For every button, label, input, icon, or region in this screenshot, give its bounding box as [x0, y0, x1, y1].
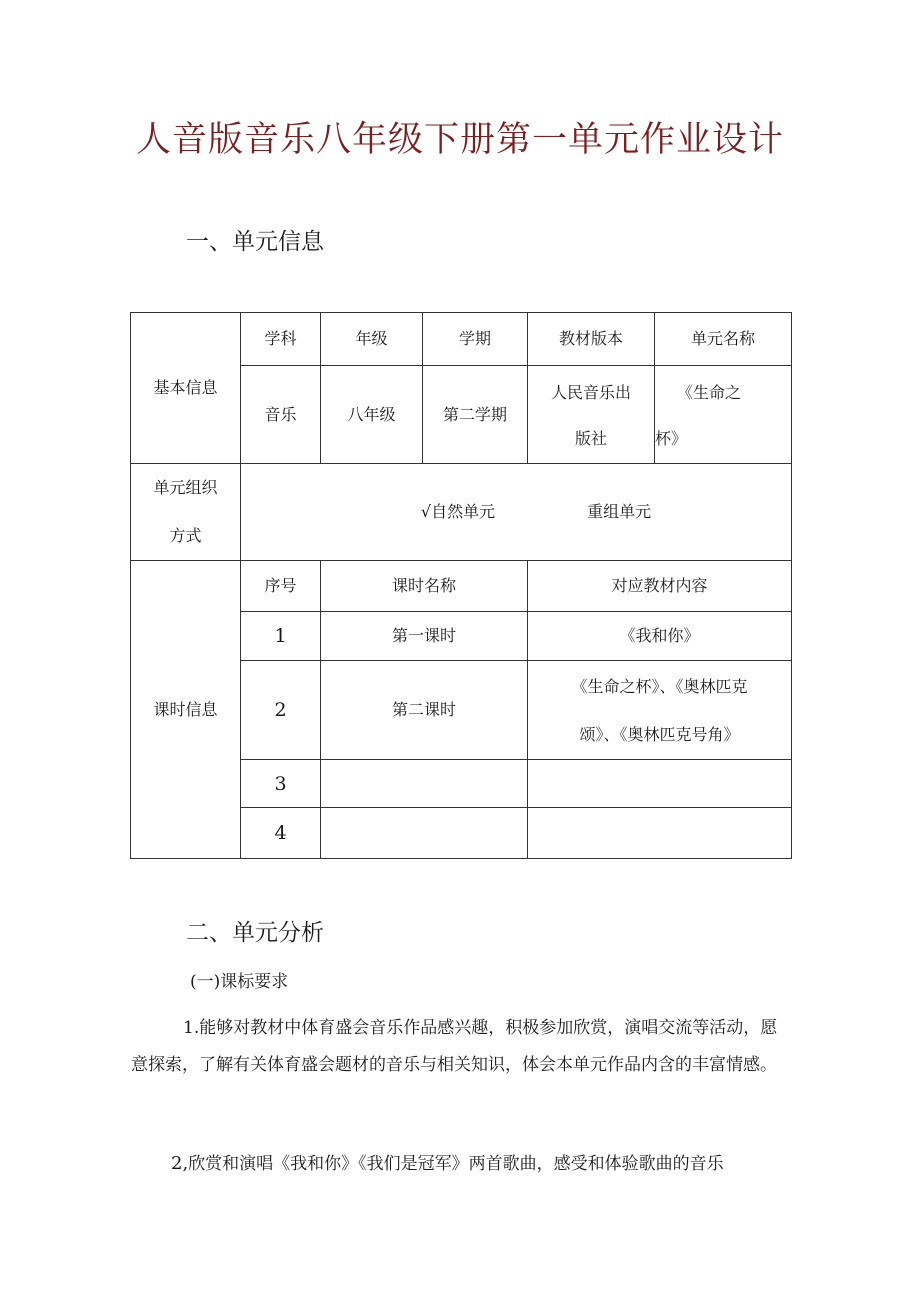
lesson-name	[321, 760, 528, 808]
lesson-content: 《我和你》	[528, 612, 792, 661]
header-term: 学期	[423, 313, 528, 366]
value-subject: 音乐	[241, 366, 321, 464]
lesson-content-line2: 颂》、《奥林匹克号角》	[579, 725, 740, 744]
lesson-content	[528, 760, 792, 808]
lesson-name: 第一课时	[321, 612, 528, 661]
lesson-info-label: 课时信息	[131, 561, 241, 859]
subheading-curriculum: (一)课标要求	[190, 972, 289, 992]
value-unit-name	[655, 366, 792, 464]
org-options	[241, 464, 792, 561]
header-lesson-content: 对应教材内容	[528, 561, 792, 612]
header-edition: 教材版本	[528, 313, 655, 366]
lesson-name	[321, 808, 528, 859]
paragraph-2	[131, 1145, 793, 1183]
value-edition	[528, 366, 655, 464]
org-label	[131, 464, 241, 561]
document-title: 人音版音乐八年级下册第一单元作业设计	[135, 120, 784, 160]
header-unit-name: 单元名称	[655, 313, 792, 366]
lesson-no: 1	[241, 612, 321, 661]
org-label-line2: 方式	[169, 526, 202, 545]
lesson-no: 3	[241, 760, 321, 808]
paragraph-2-text: 欣赏和演唱《我和你》《我们是冠军》两首歌曲，感受和体验歌曲的音乐	[188, 1154, 724, 1174]
lesson-name: 第二课时	[321, 661, 528, 760]
paragraph-2-number: 2,	[171, 1153, 189, 1174]
paragraph-1-number: 1.	[183, 1018, 200, 1038]
paragraph-1-text: 能够对教材中体育盛会音乐作品感兴趣，积极参加欣赏，演唱交流等活动，愿意探索，了解有关体育盛会题材的音乐与相关知识，体会本单元作品内含的丰富情感。	[131, 1018, 778, 1075]
basic-info-label: 基本信息	[131, 313, 241, 464]
org-option-regroup: 重组单元	[587, 502, 652, 521]
lesson-content	[528, 661, 792, 760]
org-label-line1: 单元组织	[153, 478, 218, 497]
value-grade: 八年级	[321, 366, 423, 464]
lesson-no: 2	[241, 661, 321, 760]
section-heading-unit-analysis: 二、单元分析	[186, 920, 324, 946]
unit-name-line1: 《生命之	[677, 383, 742, 402]
unit-name-line2: 杯》	[655, 429, 688, 448]
header-lesson-no: 序号	[241, 561, 321, 612]
header-lesson-name: 课时名称	[321, 561, 528, 612]
lesson-content	[528, 808, 792, 859]
header-subject: 学科	[241, 313, 321, 366]
unit-info-table	[130, 312, 792, 859]
org-option-natural: √自然单元	[420, 502, 496, 521]
edition-line1: 人民音乐出	[550, 383, 631, 402]
section-heading-unit-info: 一、单元信息	[186, 229, 324, 255]
lesson-content-line1: 《生命之杯》、《奥林匹克	[571, 677, 748, 696]
header-grade: 年级	[321, 313, 423, 366]
lesson-no: 4	[241, 808, 321, 859]
edition-line2: 版社	[574, 429, 607, 448]
paragraph-1	[131, 1010, 793, 1084]
value-term: 第二学期	[423, 366, 528, 464]
